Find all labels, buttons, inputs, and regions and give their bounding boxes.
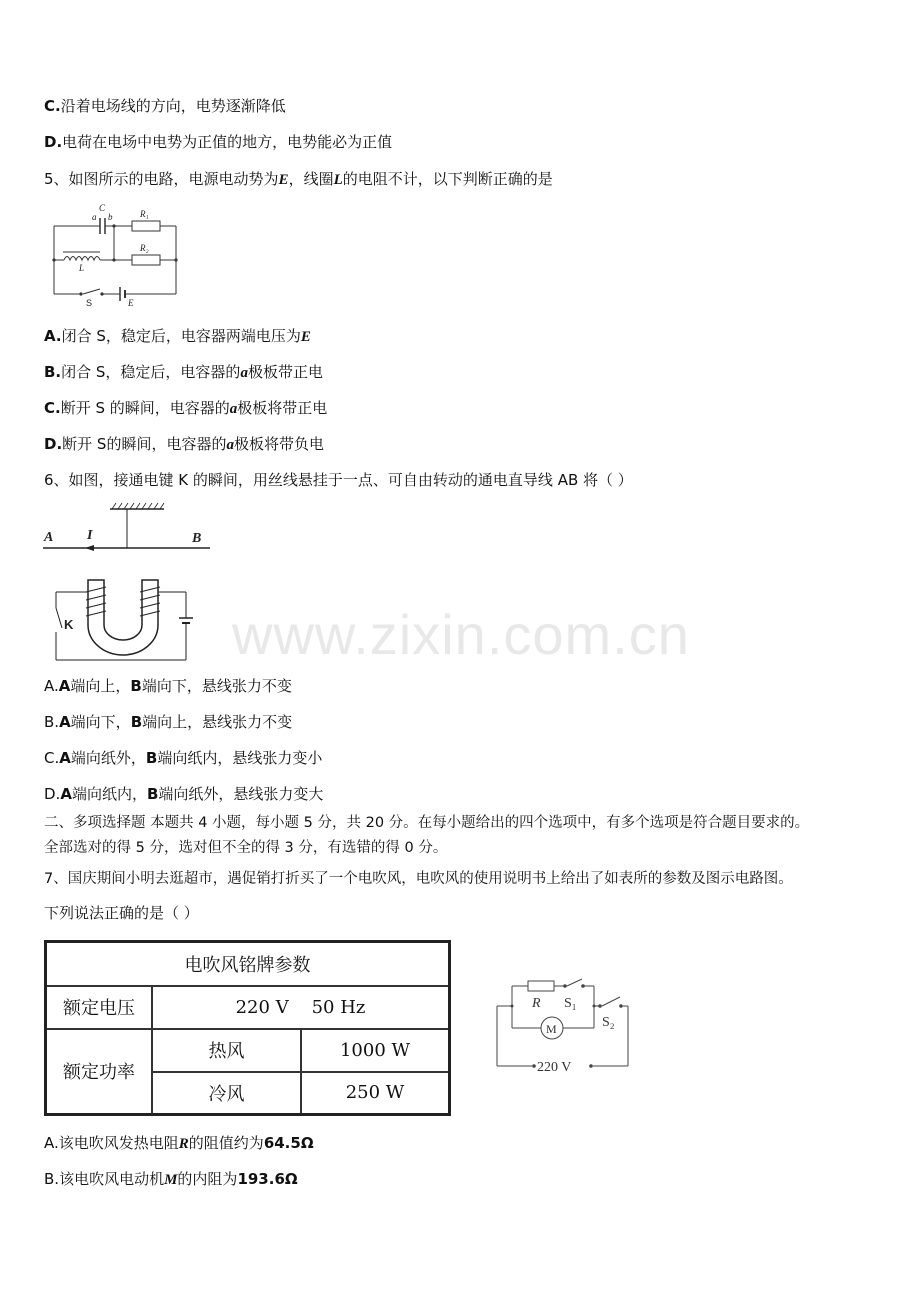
option-5a — [44, 326, 311, 347]
label-e: E — [128, 298, 134, 308]
label-s: S — [86, 298, 93, 308]
section-2-heading: 二、多项选择题 本题共 4 小题，每小题 5 分，共 20 分。在每小题给出的四个选项中，有多个选项是符合题目要求的。 — [44, 815, 810, 831]
stem-text: 的电阻不计，以下判断正确的是 — [342, 170, 553, 188]
u-magnet — [88, 580, 158, 655]
option-text: 端向纸外， — [70, 749, 146, 767]
question-7-stem: 7、国庆期间小明去逛超市，遇促销打折买了一个电吹风，电吹风的使用说明书上给出了如表所的参数及图示电路图。 — [44, 871, 793, 887]
label-r: R — [532, 996, 541, 1011]
table-label-hot: 热风 — [152, 1029, 301, 1072]
inductor-coil — [64, 257, 100, 261]
table-value-voltage: 220 V 50 Hz — [152, 986, 450, 1029]
option-text: 端向下，悬线张力不变 — [141, 677, 292, 695]
option-label: B. — [44, 713, 60, 731]
option-text: 的阻值约为 — [188, 1134, 264, 1152]
option-text: 该电吹风发热电阻 — [58, 1134, 179, 1152]
option-5d — [44, 434, 324, 455]
var-b: B — [146, 785, 159, 803]
label-s1: S₁ — [564, 996, 577, 1011]
label-a: a — [92, 212, 97, 222]
option-text: 极板将带负电 — [233, 435, 324, 453]
option-label: D. — [44, 133, 63, 151]
option-label: B. — [44, 363, 62, 381]
table-label-voltage: 额定电压 — [46, 986, 153, 1029]
stem-text: 5、如图所示的电路，电源电动势为 — [44, 170, 279, 188]
watermark: www.zixin.com.cn — [232, 603, 690, 666]
var-a: A — [59, 713, 71, 731]
label-b: B — [192, 531, 202, 546]
resistor-r2 — [132, 255, 160, 265]
option-text: 该电吹风电动机 — [59, 1170, 165, 1188]
hair-dryer-circuit-q7 — [492, 966, 634, 1081]
option-text: 闭合 S，稳定后，电容器两端电压为 — [61, 327, 301, 345]
var-m: M — [164, 1172, 178, 1188]
option-6d — [44, 784, 323, 804]
stem-text: 6、如图，接通电键 K 的瞬间，用丝线悬挂于一点、可自由转动的通电直导线 AB 将（ ） — [44, 471, 633, 489]
table-label-cold: 冷风 — [152, 1072, 301, 1115]
value: 64.5Ω — [263, 1134, 314, 1152]
label-m: M — [546, 1022, 557, 1036]
resistor-r1 — [132, 221, 160, 231]
option-label: C. — [44, 399, 61, 417]
option-6c — [44, 748, 322, 768]
option-text: 端向上， — [70, 677, 131, 695]
option-text: 极板将带正电 — [237, 399, 328, 417]
stem-text: ，线圈 — [288, 170, 334, 188]
option-6a — [44, 676, 292, 696]
option-text: 闭合 S，稳定后，电容器的 — [61, 363, 241, 381]
label-l: L — [79, 263, 85, 273]
var-b: B — [130, 677, 142, 695]
circuit-diagram-q5 — [48, 200, 183, 308]
label-a: A — [44, 530, 54, 545]
option-text: 端向纸外，悬线张力变大 — [158, 785, 324, 803]
option-text: 端向纸内，悬线张力变小 — [157, 749, 323, 767]
table-value-hot: 1000 W — [301, 1029, 450, 1072]
magnet-wire-diagram-q6 — [40, 500, 215, 665]
var-b: B — [145, 749, 158, 767]
option-text: 断开 S 的瞬间，电容器的 — [60, 399, 230, 417]
var-a: A — [58, 677, 71, 695]
option-text: 断开 S的瞬间，电容器的 — [62, 435, 227, 453]
var-a: a — [240, 365, 248, 381]
option-label: D. — [44, 785, 61, 803]
table-label-power: 额定功率 — [46, 1029, 153, 1115]
option-label: D. — [44, 435, 63, 453]
spec-table — [44, 940, 451, 1116]
table-title: 电吹风铭牌参数 — [46, 942, 450, 986]
option-7b — [44, 1169, 298, 1190]
label-220v: 220 V — [537, 1060, 572, 1075]
value: 193.6Ω — [237, 1170, 298, 1188]
option-7a — [44, 1133, 314, 1154]
option-6b — [44, 712, 292, 732]
var-e: E — [278, 172, 289, 188]
option-text: 端向纸内， — [71, 785, 147, 803]
var-l: L — [333, 172, 343, 188]
question-5-stem — [44, 169, 553, 190]
var-a: a — [226, 437, 234, 453]
option-5b — [44, 362, 323, 383]
option-text: 极板带正电 — [247, 363, 323, 381]
option-label: A. — [44, 1134, 59, 1152]
var-a: A — [60, 785, 72, 803]
option-text: 端向上，悬线张力不变 — [142, 713, 293, 731]
var-a: A — [59, 749, 71, 767]
question-6-stem — [44, 470, 633, 490]
option-text: 沿着电场线的方向，电势逐渐降低 — [60, 97, 286, 115]
option-label: A. — [44, 327, 62, 345]
label-r2: R₂ — [140, 243, 149, 253]
label-r1: R₁ — [140, 209, 149, 219]
option-c-line — [44, 96, 286, 116]
option-label: C. — [44, 749, 60, 767]
option-text: 电荷在电场中电势为正值的地方，电势能必为正值 — [62, 133, 393, 151]
option-label: C. — [44, 97, 61, 115]
option-text: 端向下， — [70, 713, 131, 731]
section-2-rules: 全部选对的得 5 分，选对但不全的得 3 分，有选错的得 0 分。 — [44, 840, 448, 856]
label-i: I — [87, 528, 93, 543]
table-value-cold: 250 W — [301, 1072, 450, 1115]
resistor-r — [528, 981, 554, 991]
option-5c — [44, 398, 327, 419]
option-label: A. — [44, 677, 59, 695]
label-b: b — [108, 212, 113, 222]
label-k: K — [64, 617, 74, 632]
var-a: a — [229, 401, 238, 417]
label-c: C — [99, 203, 106, 213]
var-e: E — [300, 329, 311, 345]
question-7-prompt: 下列说法正确的是（ ） — [44, 904, 199, 922]
option-d-line — [44, 132, 392, 152]
var-b: B — [130, 713, 143, 731]
option-label: B. — [44, 1170, 60, 1188]
label-s2: S₂ — [602, 1015, 615, 1030]
option-text: 的内阻为 — [177, 1170, 238, 1188]
var-r: R — [178, 1136, 189, 1152]
